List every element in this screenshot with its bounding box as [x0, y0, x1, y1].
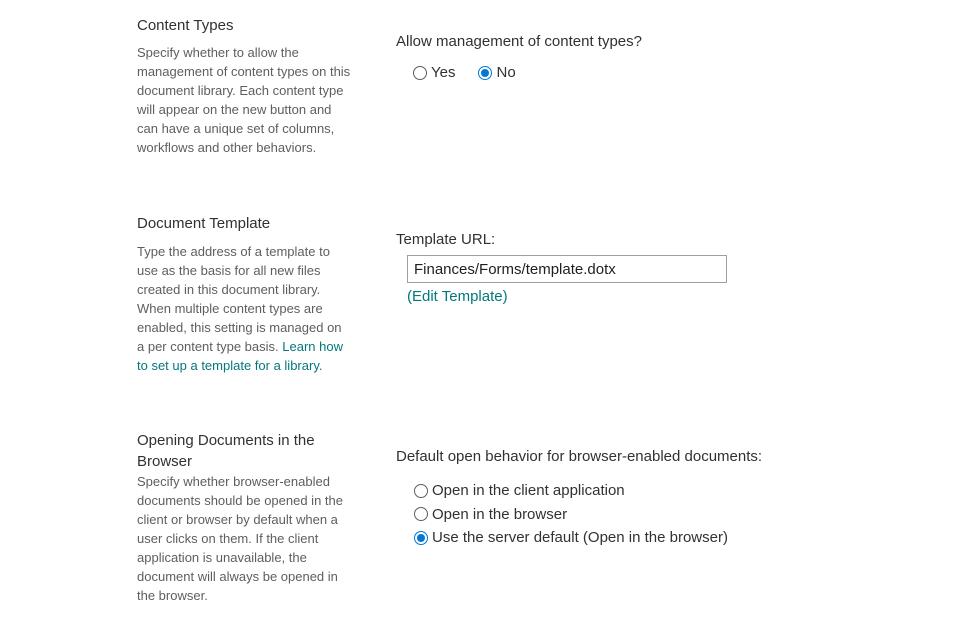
server-default-option[interactable]	[414, 526, 916, 550]
allow-content-types-yes-radio[interactable]	[413, 66, 427, 80]
document-template-description	[137, 242, 352, 375]
open-browser-option[interactable]	[414, 503, 916, 527]
document-template-description-text: Type the address of a template to use as the basis for all new files created in this document library. When multiple content types are enabled, this setting is managed on a per content type basis.	[137, 244, 342, 354]
default-open-behavior-question: Default open behavior for browser-enabled documents:	[396, 448, 763, 465]
allow-content-types-no-label[interactable]: No	[496, 64, 516, 81]
allow-content-types-yes-option[interactable]	[413, 64, 455, 81]
document-template-info	[137, 213, 352, 375]
server-default-label[interactable]: Use the server default (Open in the browser)	[432, 529, 728, 547]
open-client-option[interactable]	[414, 479, 916, 503]
template-url-label: Template URL:	[396, 231, 496, 248]
opening-documents-description: Specify whether browser-enabled documents should be opened in the client or browser by default when a user clicks on them. If the client application is unavailable, the document will always be opened in the browser.	[137, 474, 343, 603]
content-types-info	[137, 15, 352, 157]
content-types-description: Specify whether to allow the management of content types on this document library. Each content type will appear on the new button and can have a unique set of columns, workflows and other behaviors.	[137, 45, 351, 155]
document-template-title: Document Template	[137, 215, 271, 232]
open-browser-radio[interactable]	[414, 507, 428, 521]
opening-documents-control	[396, 446, 916, 550]
allow-content-types-yes-label[interactable]: Yes	[431, 64, 456, 81]
server-default-radio[interactable]	[414, 531, 428, 545]
open-client-label[interactable]: Open in the client application	[432, 482, 625, 500]
document-template-control	[396, 229, 916, 319]
allow-content-types-no-option[interactable]	[478, 64, 515, 81]
content-types-title: Content Types	[137, 17, 234, 34]
allow-content-types-radio-group	[413, 64, 916, 81]
allow-content-types-no-radio[interactable]	[478, 66, 492, 80]
opening-documents-title: Opening Documents in the Browser	[137, 432, 315, 470]
description-period: .	[318, 358, 323, 373]
template-url-input[interactable]	[407, 255, 727, 283]
learn-template-link[interactable]: Learn how to set up a template for a library	[137, 339, 343, 373]
content-types-control	[396, 31, 916, 81]
edit-template-link[interactable]: (Edit Template)	[407, 288, 508, 305]
open-browser-label[interactable]: Open in the browser	[432, 505, 568, 523]
open-client-radio[interactable]	[414, 484, 428, 498]
open-behavior-radio-group	[414, 479, 916, 550]
opening-documents-info	[137, 430, 352, 605]
allow-content-types-question: Allow management of content types?	[396, 33, 642, 50]
